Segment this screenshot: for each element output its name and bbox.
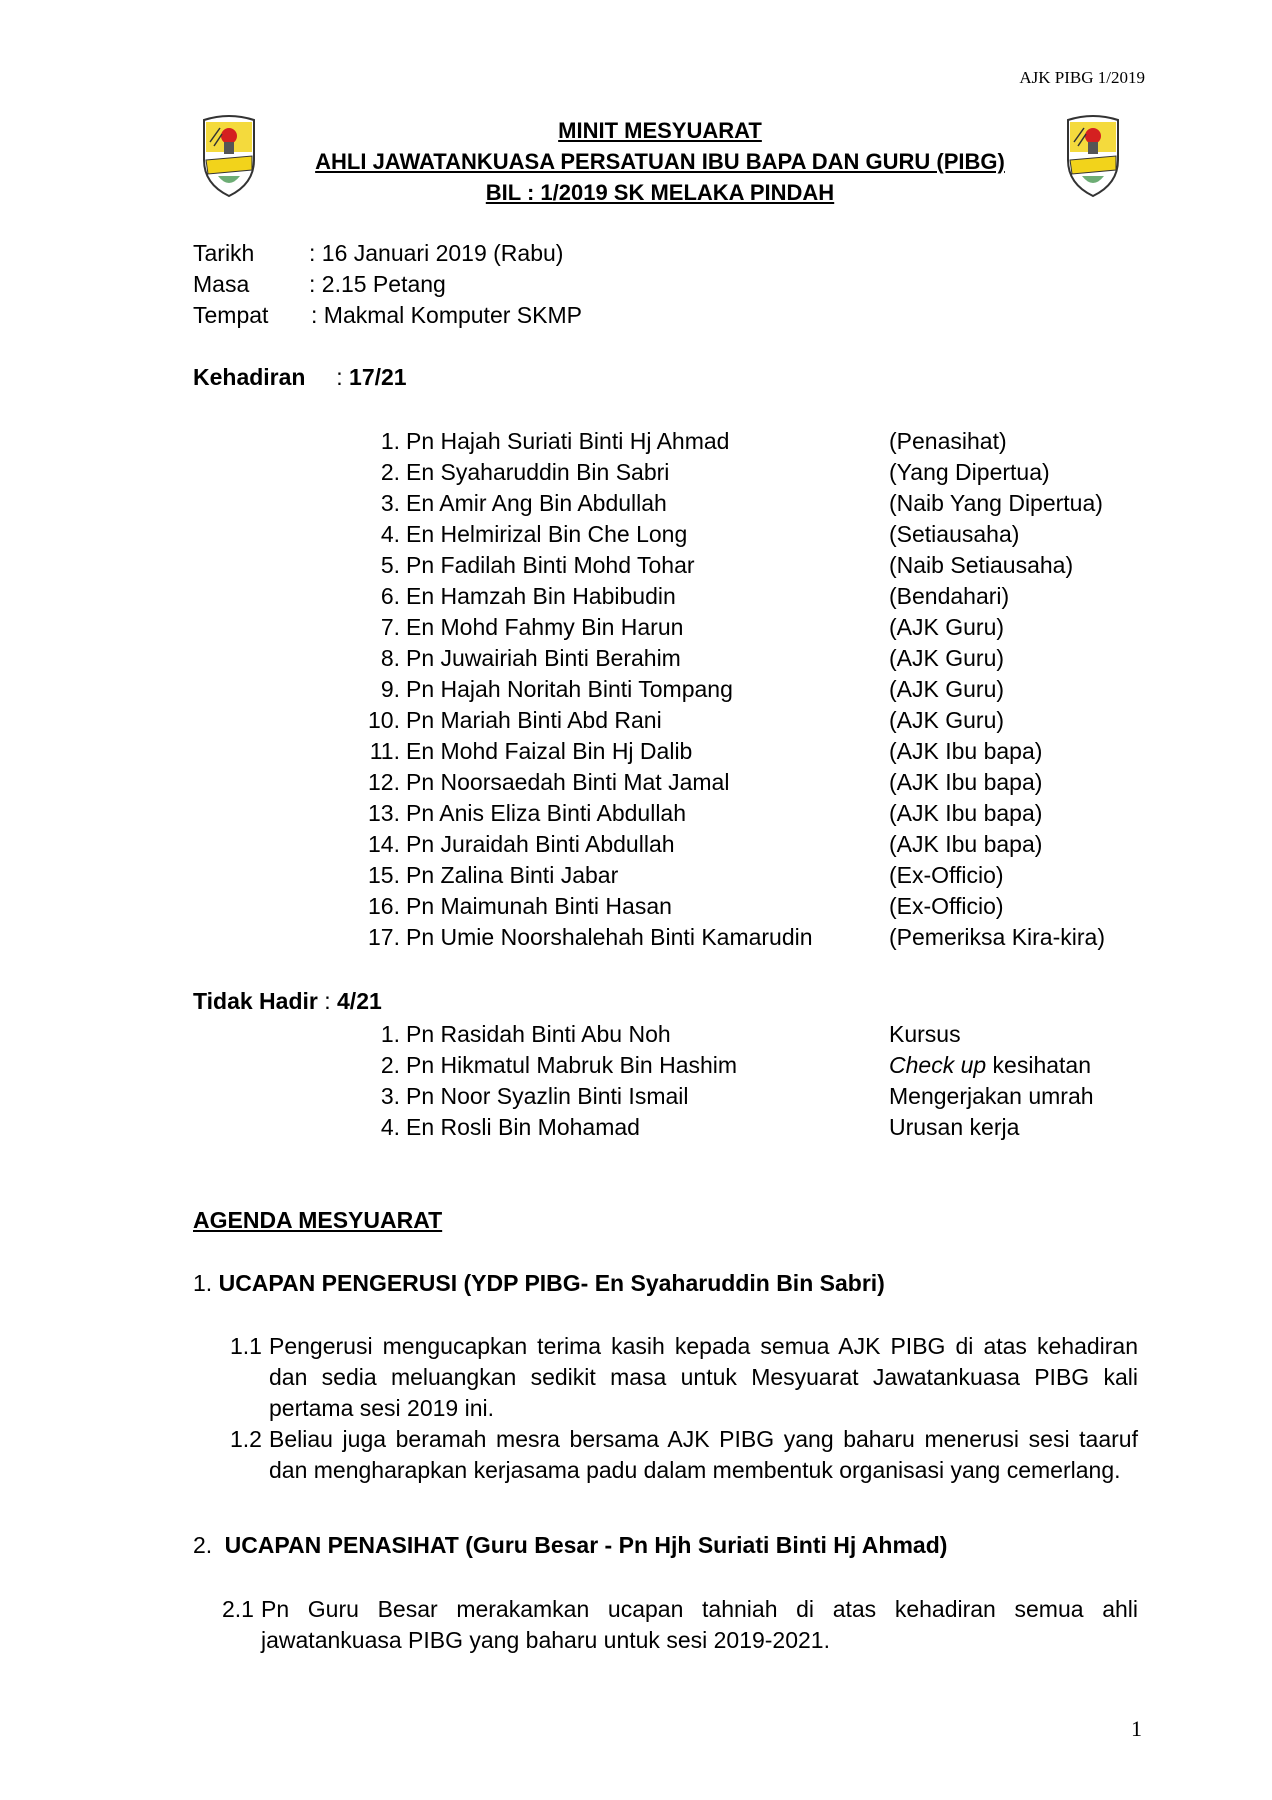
member-role: (AJK Guru) bbox=[889, 707, 1005, 733]
member-name: En Amir Ang Bin Abdullah bbox=[406, 490, 667, 516]
school-crest-left bbox=[200, 112, 258, 198]
absent-reason-italic: Check up bbox=[889, 1052, 987, 1078]
member-role: (Yang Dipertua) bbox=[889, 459, 1050, 485]
member-number: 17. bbox=[368, 924, 400, 950]
member-role: (AJK Ibu bapa) bbox=[889, 831, 1043, 857]
member-role: (Bendahari) bbox=[889, 583, 1010, 609]
absent-row bbox=[366, 1112, 1126, 1143]
member-number: 8. bbox=[380, 645, 400, 671]
member-number: 15. bbox=[368, 862, 400, 888]
absent-reason-text: Urusan kerja bbox=[889, 1114, 1020, 1140]
member-number: 13. bbox=[368, 800, 400, 826]
attendance-row bbox=[366, 426, 1126, 457]
agenda-item-2-title: UCAPAN PENASIHAT (Guru Besar - Pn Hjh Suriati Binti Hj Ahmad) bbox=[224, 1532, 948, 1558]
member-role: (Pemeriksa Kira-kira) bbox=[889, 924, 1105, 950]
absent-reason-text: Mengerjakan umrah bbox=[889, 1083, 1094, 1109]
member-role: (AJK Guru) bbox=[889, 614, 1005, 640]
member-role: (AJK Ibu bapa) bbox=[889, 800, 1043, 826]
attendance-label: Kehadiran bbox=[193, 364, 306, 390]
member-name: En Syaharuddin Bin Sabri bbox=[406, 459, 670, 485]
point-2-1-num: 2.1 bbox=[222, 1596, 254, 1622]
agenda-item-2-heading bbox=[193, 1532, 947, 1559]
title-line-2: AHLI JAWATANKUASA PERSATUAN IBU BAPA DAN GURU (PIBG) bbox=[315, 149, 1005, 174]
member-name: En Mohd Fahmy Bin Harun bbox=[406, 614, 684, 640]
member-name: Pn Hajah Suriati Binti Hj Ahmad bbox=[406, 428, 730, 454]
agenda-title: AGENDA MESYUARAT bbox=[193, 1207, 443, 1233]
member-role: (AJK Guru) bbox=[889, 676, 1005, 702]
attendance-row bbox=[366, 798, 1126, 829]
member-number: 12. bbox=[368, 769, 400, 795]
member-name: Pn Noorsaedah Binti Mat Jamal bbox=[406, 769, 730, 795]
attendance-sep: : bbox=[336, 364, 343, 390]
member-number: 5. bbox=[380, 552, 400, 578]
point-1-2 bbox=[230, 1424, 1138, 1486]
attendance-row bbox=[366, 550, 1126, 581]
member-role: (Setiausaha) bbox=[889, 521, 1020, 547]
member-number: 9. bbox=[380, 676, 400, 702]
agenda-item-1-num: 1. bbox=[193, 1270, 213, 1296]
attendance-row bbox=[366, 457, 1126, 488]
member-role: (Penasihat) bbox=[889, 428, 1007, 454]
absent-row bbox=[366, 1019, 1126, 1050]
page-number: 1 bbox=[1131, 1716, 1142, 1741]
tempat-label: Tempat bbox=[193, 302, 269, 328]
masa-value: : 2.15 Petang bbox=[309, 271, 446, 297]
member-role: (Ex-Officio) bbox=[889, 893, 1004, 919]
agenda-item-1-title: UCAPAN PENGERUSI (YDP PIBG- En Syaharuddin Bin Sabri) bbox=[218, 1270, 885, 1296]
title-line-1: MINIT MESYUARAT bbox=[558, 118, 762, 143]
member-name: Pn Zalina Binti Jabar bbox=[406, 862, 619, 888]
agenda-item-2-num: 2. bbox=[193, 1532, 213, 1558]
absent-reason-text: Kursus bbox=[889, 1021, 961, 1047]
member-name: Pn Anis Eliza Binti Abdullah bbox=[406, 800, 687, 826]
absent-reason-text: kesihatan bbox=[986, 1052, 1092, 1078]
attendance-row bbox=[366, 488, 1126, 519]
member-name: En Helmirizal Bin Che Long bbox=[406, 521, 688, 547]
absent-number: 4. bbox=[380, 1114, 400, 1140]
point-2-1 bbox=[222, 1594, 1138, 1656]
member-number: 6. bbox=[380, 583, 400, 609]
absent-number: 3. bbox=[380, 1083, 400, 1109]
member-role: (AJK Guru) bbox=[889, 645, 1005, 671]
title-line-3: BIL : 1/2019 SK MELAKA PINDAH bbox=[485, 180, 835, 205]
member-role: (Naib Setiausaha) bbox=[889, 552, 1074, 578]
member-name: Pn Mariah Binti Abd Rani bbox=[406, 707, 662, 733]
member-name: En Mohd Faizal Bin Hj Dalib bbox=[406, 738, 693, 764]
point-1-2-num: 1.2 bbox=[230, 1426, 262, 1452]
point-1-1-num: 1.1 bbox=[230, 1333, 262, 1359]
absent-heading bbox=[193, 988, 382, 1015]
attendance-row bbox=[366, 519, 1126, 550]
attendance-row bbox=[366, 674, 1126, 705]
absent-name: En Rosli Bin Mohamad bbox=[406, 1114, 640, 1140]
absent-sep: : bbox=[317, 988, 338, 1014]
member-number: 14. bbox=[368, 831, 400, 857]
document-title-block bbox=[260, 115, 1060, 208]
member-number: 3. bbox=[380, 490, 400, 516]
absent-reason bbox=[889, 1112, 1019, 1143]
absent-count: 4/21 bbox=[337, 988, 382, 1014]
absent-reason bbox=[889, 1019, 961, 1050]
member-number: 11. bbox=[369, 738, 400, 764]
absent-name: Pn Noor Syazlin Binti Ismail bbox=[406, 1083, 689, 1109]
tarikh-label: Tarikh bbox=[193, 240, 255, 266]
attendance-row bbox=[366, 860, 1126, 891]
member-name: Pn Umie Noorshalehah Binti Kamarudin bbox=[406, 924, 813, 950]
school-crest-right bbox=[1064, 112, 1122, 198]
member-number: 10. bbox=[368, 707, 400, 733]
point-1-2-text: Beliau juga beramah mesra bersama AJK PIBG yang baharu menerusi sesi taaruf dan mengharapkan kerjasama padu dalam membentuk organisasi yang cemerlang. bbox=[269, 1426, 1138, 1483]
member-name: Pn Juraidah Binti Abdullah bbox=[406, 831, 675, 857]
masa-label: Masa bbox=[193, 271, 250, 297]
member-role: (Ex-Officio) bbox=[889, 862, 1004, 888]
member-name: Pn Fadilah Binti Mohd Tohar bbox=[406, 552, 695, 578]
member-number: 4. bbox=[380, 521, 400, 547]
absent-number: 1. bbox=[380, 1021, 400, 1047]
member-number: 1. bbox=[380, 428, 400, 454]
member-role: (AJK Ibu bapa) bbox=[889, 769, 1043, 795]
tempat-value: : Makmal Komputer SKMP bbox=[311, 302, 582, 328]
document-reference: AJK PIBG 1/2019 bbox=[1019, 68, 1145, 87]
point-2-1-text: Pn Guru Besar merakamkan ucapan tahniah di atas kehadiran semua ahli jawatankuasa PIBG yang baharu untuk sesi 2019-2021. bbox=[261, 1596, 1138, 1653]
absent-name: Pn Hikmatul Mabruk Bin Hashim bbox=[406, 1052, 738, 1078]
member-name: Pn Hajah Noritah Binti Tompang bbox=[406, 676, 733, 702]
member-number: 7. bbox=[380, 614, 400, 640]
member-role: (Naib Yang Dipertua) bbox=[889, 490, 1103, 516]
attendance-count: 17/21 bbox=[349, 364, 407, 390]
absent-row bbox=[366, 1050, 1126, 1081]
attendance-list bbox=[366, 426, 1126, 953]
absent-reason bbox=[889, 1050, 1091, 1081]
attendance-row bbox=[366, 736, 1126, 767]
member-name: En Hamzah Bin Habibudin bbox=[406, 583, 676, 609]
attendance-row bbox=[366, 891, 1126, 922]
absent-list bbox=[366, 1019, 1126, 1143]
attendance-row bbox=[366, 643, 1126, 674]
member-name: Pn Maimunah Binti Hasan bbox=[406, 893, 672, 919]
attendance-row bbox=[366, 767, 1126, 798]
member-number: 16. bbox=[368, 893, 400, 919]
agenda-item-1-heading bbox=[193, 1270, 885, 1297]
absent-name: Pn Rasidah Binti Abu Noh bbox=[406, 1021, 671, 1047]
member-number: 2. bbox=[380, 459, 400, 485]
member-role: (AJK Ibu bapa) bbox=[889, 738, 1043, 764]
absent-label: Tidak Hadir bbox=[193, 988, 318, 1014]
absent-number: 2. bbox=[380, 1052, 400, 1078]
tarikh-value: : 16 Januari 2019 (Rabu) bbox=[309, 240, 564, 266]
absent-row bbox=[366, 1081, 1126, 1112]
attendance-row bbox=[366, 612, 1126, 643]
attendance-row bbox=[366, 829, 1126, 860]
point-1-1 bbox=[230, 1331, 1138, 1424]
point-1-1-text: Pengerusi mengucapkan terima kasih kepada semua AJK PIBG di atas kehadiran dan sedia meluangkan sedikit masa untuk Mesyuarat Jawatankuasa PIBG kali pertama sesi 2019 ini. bbox=[269, 1333, 1138, 1421]
attendance-heading bbox=[193, 364, 407, 391]
attendance-row bbox=[366, 705, 1126, 736]
attendance-row bbox=[366, 581, 1126, 612]
absent-reason bbox=[889, 1081, 1094, 1112]
attendance-row bbox=[366, 922, 1126, 953]
member-name: Pn Juwairiah Binti Berahim bbox=[406, 645, 681, 671]
